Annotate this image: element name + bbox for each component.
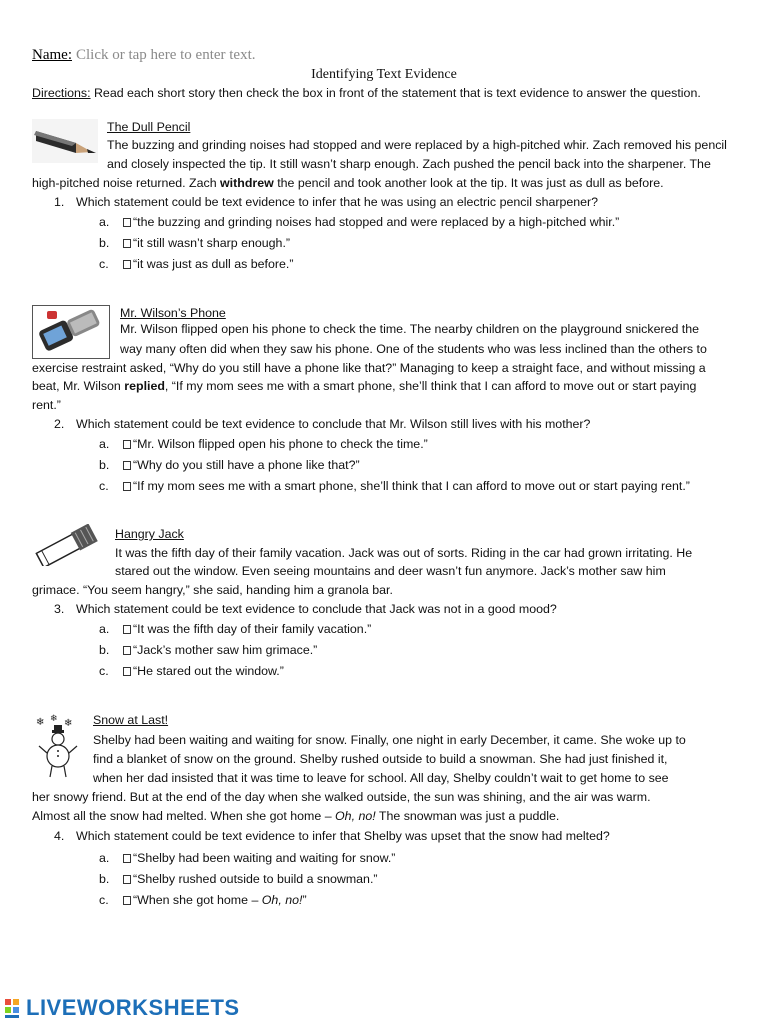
- checkbox[interactable]: [123, 646, 131, 655]
- liveworksheets-logo-icon: [4, 997, 24, 1019]
- directions-label: Directions:: [32, 86, 91, 100]
- answer-option[interactable]: a. “Mr. Wilson flipped open his phone to check the time.”: [99, 437, 428, 451]
- footer-brand[interactable]: [4, 993, 240, 1023]
- answer-option[interactable]: a. “the buzzing and grinding noises had stopped and were replaced by a high-pitched whir.”: [99, 215, 620, 229]
- name-input[interactable]: Click or tap here to enter text.: [75, 47, 256, 63]
- answer-option[interactable]: c. “If my mom sees me with a smart phone, she’ll think that I can afford to move out or start paying rent.”: [99, 479, 690, 493]
- answer-option[interactable]: b. “it still wasn’t sharp enough.”: [99, 236, 291, 250]
- answer-option[interactable]: b. “Why do you still have a phone like that?”: [99, 458, 360, 472]
- checkbox[interactable]: [123, 854, 131, 863]
- story-line: rent.”: [32, 398, 61, 412]
- snowman-icon: [34, 713, 82, 781]
- checkbox[interactable]: [123, 625, 131, 634]
- answer-option[interactable]: b. “Shelby rushed outside to build a snowman.”: [99, 872, 378, 886]
- story-line: when her dad insisted that it was time to leave for school. All day, Shelby couldn’t wait to get home to see: [93, 771, 669, 785]
- checkbox[interactable]: [123, 260, 131, 269]
- answer-option[interactable]: a. “Shelby had been waiting and waiting for snow.”: [99, 851, 396, 865]
- checkbox[interactable]: [123, 875, 131, 884]
- answer-option[interactable]: c. “He stared out the window.”: [99, 664, 284, 678]
- vocab-word: withdrew: [220, 176, 274, 190]
- granola-bar-icon: [32, 524, 102, 566]
- checkbox[interactable]: [123, 667, 131, 676]
- story-line: find a blanket of snow on the ground. Shelby rushed outside to build a snowman. She had just finished it,: [93, 752, 668, 766]
- story-line: Almost all the snow had melted. When she got home – Oh, no! The snowman was just a puddle.: [32, 809, 560, 823]
- question: 3. Which statement could be text evidence to conclude that Jack was not in a good mood?: [54, 602, 557, 616]
- story-title: Snow at Last!: [93, 713, 169, 727]
- question: 2. Which statement could be text evidence to conclude that Mr. Wilson still lives with his mother?: [54, 417, 591, 431]
- checkbox[interactable]: [123, 461, 131, 470]
- svg-text:❄: ❄: [36, 717, 45, 728]
- checkbox[interactable]: [123, 896, 131, 905]
- story-line: her snowy friend. But at the end of the day when she walked outside, the sun was shining, and the air was warm.: [32, 790, 651, 804]
- checkbox[interactable]: [123, 482, 131, 491]
- answer-option[interactable]: c. “it was just as dull as before.”: [99, 257, 294, 271]
- story-line: grimace. “You seem hangry,” she said, handing him a granola bar.: [32, 583, 393, 597]
- story-line: way many often did when they saw his phone. One of the students who was less inclined than the others to: [120, 342, 707, 356]
- page-title: Identifying Text Evidence: [311, 67, 457, 82]
- story-line: It was the fifth day of their family vacation. Jack was out of sorts. Riding in the car had grown irritating. He: [115, 546, 693, 560]
- directions-text: Read each short story then check the box in front of the statement that is text evidence to answer the question.: [90, 86, 701, 100]
- vocab-word: replied: [124, 379, 165, 393]
- story-line: exercise restraint asked, “Why do you still have a phone like that?” Managing to keep a straight face, and without missing a: [32, 361, 706, 375]
- story-line: Mr. Wilson flipped open his phone to check the time. The nearby children on the playground snickered the: [120, 322, 700, 336]
- svg-text:❄: ❄: [50, 714, 58, 724]
- story-title: Hangry Jack: [115, 527, 184, 541]
- name-label: Name:: [32, 47, 72, 63]
- checkbox[interactable]: [123, 440, 131, 449]
- liveworksheets-brand: LIVEWORKSHEETS: [26, 995, 240, 1020]
- story-line: high-pitched noise returned. Zach withdrew the pencil and took another look at the tip. It was just as dull as before.: [32, 176, 664, 190]
- question: 1. Which statement could be text evidence to infer that he was using an electric pencil sharpener?: [54, 195, 599, 209]
- story-line: Shelby had been waiting and waiting for snow. Finally, one night in early December, it came. She woke up to: [93, 733, 686, 747]
- checkbox[interactable]: [123, 218, 131, 227]
- directions: [32, 86, 701, 100]
- story-line: stared out the window. Even seeing mountains and deer wasn’t fun anymore. Jack’s mother saw him: [115, 564, 666, 578]
- pencil-icon: [32, 119, 98, 163]
- answer-option[interactable]: a. “It was the fifth day of their family vacation.”: [99, 622, 372, 636]
- story-title: Mr. Wilson’s Phone: [120, 306, 226, 320]
- story-line: beat, Mr. Wilson replied, “If my mom sees me with a smart phone, she’ll think that I can afford to move out or start paying: [32, 379, 697, 393]
- answer-option[interactable]: b. “Jack’s mother saw him grimace.”: [99, 643, 318, 657]
- story-title: The Dull Pencil: [107, 120, 191, 134]
- flip-phone-icon: [32, 305, 110, 359]
- story-line: and closely inspected the tip. It still wasn’t sharp enough. Zach pushed the pencil back into the sharpener. The: [107, 157, 711, 171]
- story-line: The buzzing and grinding noises had stopped and were replaced by a high-pitched whir. Zach removed his pencil: [107, 138, 727, 152]
- answer-option[interactable]: c. “When she got home – Oh, no!”: [99, 893, 307, 907]
- name-row: [32, 47, 256, 64]
- question: 4. Which statement could be text evidence to infer that Shelby was upset that the snow had melted?: [54, 829, 610, 843]
- svg-text:❄: ❄: [64, 718, 73, 729]
- checkbox[interactable]: [123, 239, 131, 248]
